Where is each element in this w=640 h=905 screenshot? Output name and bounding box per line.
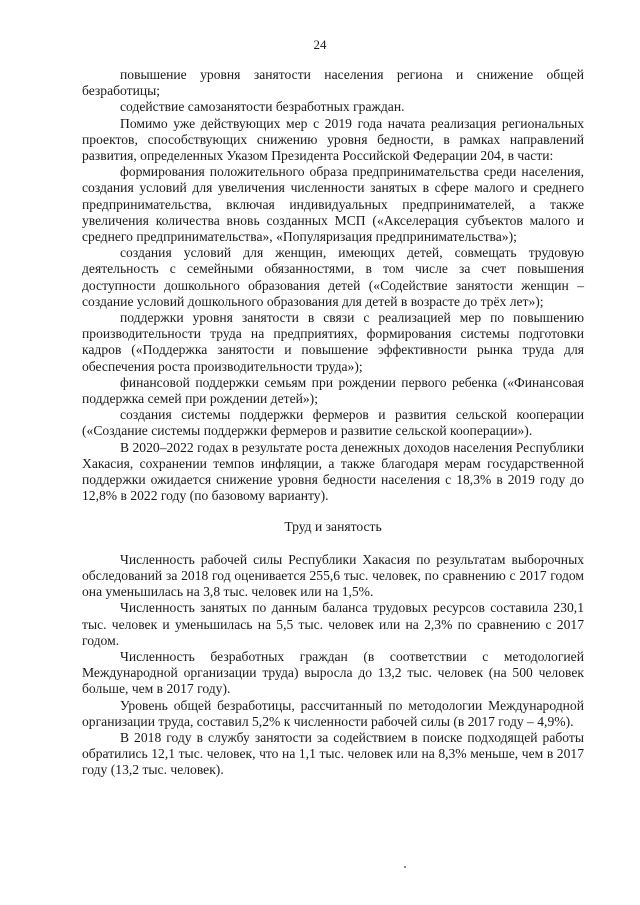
paragraph: формирования положительного образа предпринимательства среди населения, создания условий для увеличения численности занятых в сфере малого и среднего предпринимательства, включая индивидуальных предпринимателей, а также увеличения количества вновь созданных МСП («Акселерация субъектов малого и среднего предпринимательства», «Популяризация предпринимательства»); [82,164,584,245]
paragraph: создания условий для женщин, имеющих детей, совмещать трудовую деятельность с семейными обязанностями, в том числе за счет повышения доступности дошкольного образования детей («Содействие занятости женщин – создание условий дошкольного образования для детей в возрасте до трёх лет»); [82,245,584,309]
paragraph: Численность занятых по данным баланса трудовых ресурсов составила 230,1 тыс. человек и уменьшилась на 5,5 тыс. человек или на 2,3% по сравнению с 2017 годом. [82,600,584,648]
paragraph: содействие самозанятости безработных граждан. [120,99,405,115]
paragraph: поддержки уровня занятости в связи с реализацией мер по повышению производительности труда на предприятиях, формирования системы подготовки кадров («Поддержка занятости и повышение эффективности рынка труда для обеспечения роста производительности труда»); [82,310,584,374]
paragraph: Численность безработных граждан (в соответствии с методологией Международной организации труда) выросла до 13,2 тыс. человек (на 500 человек больше, чем в 2017 году). [82,648,584,697]
paragraph: Уровень общей безработицы, рассчитанный по методологии Международной организации труда, составил 5,2% к численности рабочей силы (в 2017 году – 4,9%). [82,697,584,729]
document-body [82,67,584,779]
paragraph: В 2020–2022 годах в результате роста денежных доходов населения Республики Хакасия, сохранении темпов инфляции, а также благодаря мерам государственной поддержки ожидается снижение уровня бедности населения с 18,3% в 2019 году до 12,8% в 2022 году (по базовому варианту). [82,439,584,504]
page-number: 24 [313,37,327,52]
scan-speck [404,866,406,868]
paragraph: финансовой поддержки семьям при рождении первого ребенка («Финансовая поддержка семей при рождении детей»); [82,374,584,407]
paragraph: Численность рабочей силы Республики Хакасия по результатам выборочных обследований за 2018 год оценивается 255,6 тыс. человек, по сравнению с 2017 годом она уменьшилась на 3,8 тыс. человек или на 1,5%. [82,551,584,600]
paragraph: В 2018 году в службу занятости за содействием в поиске подходящей работы обратились 12,1 тыс. человек, что на 1,1 тыс. человек или на 8,3% меньше, чем в 2017 году (13,2 тыс. человек). [82,729,584,778]
section-heading: Труд и занятость [284,519,382,535]
paragraph: создания системы поддержки фермеров и развития сельской кооперации («Создание системы поддержки фермеров и развитие сельской кооперации»). [82,407,584,439]
paragraph: Помимо уже действующих мер с 2019 года начата реализация региональных проектов, способствующих снижению уровня бедности, в рамках направлений развития, определенных Указом Президента Российской Федерации 204, в части: [82,115,584,164]
paragraph: повышение уровня занятости населения региона и снижение общей безработицы; [82,67,584,99]
